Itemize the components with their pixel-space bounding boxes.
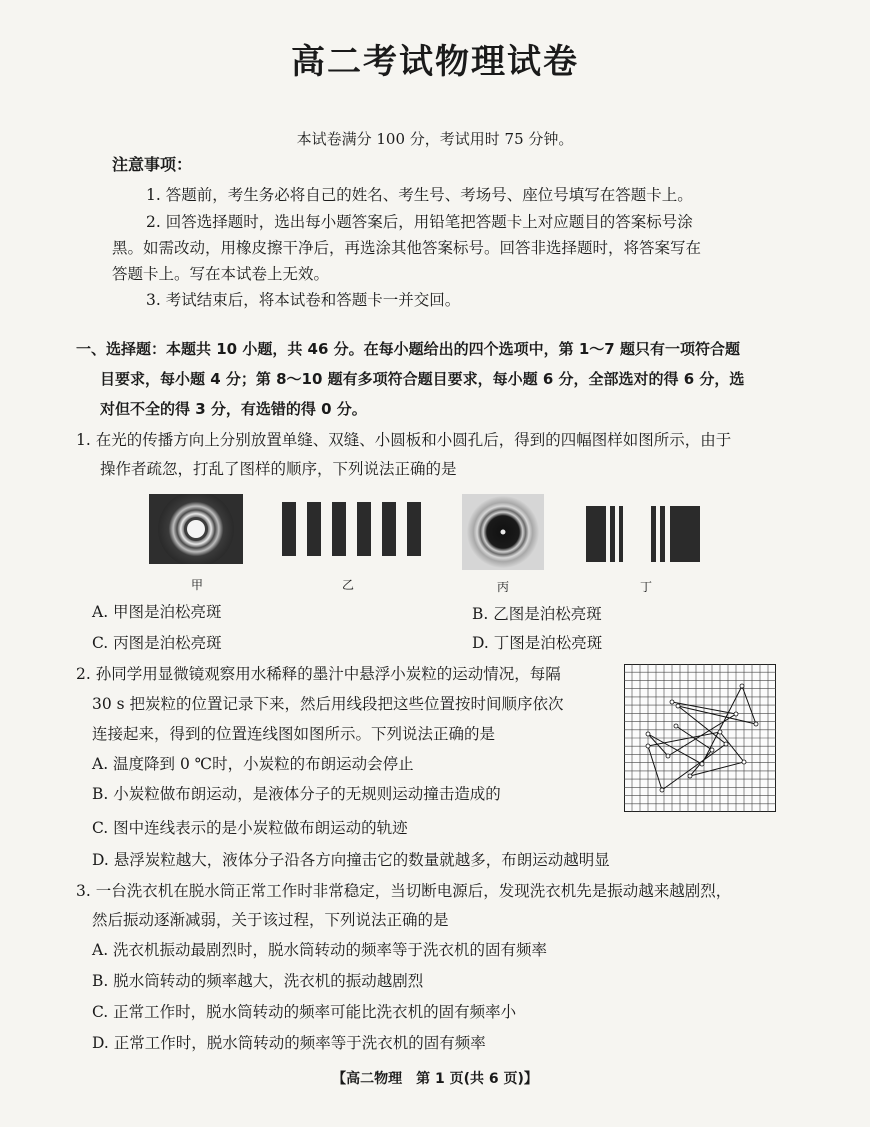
figure-brownian-motion-trace <box>624 664 776 812</box>
notice-item-1: 1. 答题前，考生务必将自己的姓名、考生号、考场号、座位号填写在答题卡上。 <box>146 186 693 204</box>
notice-item-2-cont2: 答题卡上。写在本试卷上无效。 <box>112 265 330 283</box>
figure-jia-diffraction-rings <box>149 494 243 564</box>
q2-option-d: D. 悬浮炭粒越大，液体分子沿各方向撞击它的数量就越多，布朗运动越明显 <box>92 851 610 869</box>
section-instructions-3: 对但不全的得 3 分，有选错的得 0 分。 <box>100 400 367 418</box>
q2-stem-1: 2. 孙同学用显微镜观察用水稀释的墨汁中悬浮小炭粒的运动情况，每隔 <box>76 665 561 683</box>
exam-info: 本试卷满分 100 分，考试用时 75 分钟。 <box>296 130 574 148</box>
q3-option-d: D. 正常工作时，脱水筒转动的频率等于洗衣机的固有频率 <box>92 1034 486 1052</box>
q1-option-c: C. 丙图是泊松亮斑 <box>92 634 222 652</box>
page-title: 高二考试物理试卷 <box>291 42 579 82</box>
q2-option-a: A. 温度降到 0 ℃时，小炭粒的布朗运动会停止 <box>92 755 414 773</box>
q2-option-b: B. 小炭粒做布朗运动，是液体分子的无规则运动撞击造成的 <box>92 785 501 803</box>
figure-label-yi: 乙 <box>342 578 355 592</box>
figure-label-bing: 丙 <box>497 580 510 594</box>
page-footer: 【高二物理 第 1 页(共 6 页)】 <box>332 1071 538 1087</box>
notice-item-3: 3. 考试结束后，将本试卷和答题卡一并交回。 <box>146 291 461 309</box>
figure-label-ding: 丁 <box>640 580 653 594</box>
q3-option-b: B. 脱水筒转动的频率越大，洗衣机的振动越剧烈 <box>92 972 424 990</box>
section-instructions-2: 目要求，每小题 4 分；第 8～10 题有多项符合题目要求，每小题 6 分，全部选对的得 6 分，选 <box>100 370 745 388</box>
figure-ding-single-slit-fringes <box>586 506 700 562</box>
q1-option-a: A. 甲图是泊松亮斑 <box>92 603 222 621</box>
q3-option-a: A. 洗衣机振动最剧烈时，脱水筒转动的频率等于洗衣机的固有频率 <box>92 941 548 959</box>
notice-item-2-cont: 黑。如需改动，用橡皮擦干净后，再选涂其他答案标号。回答非选择题时，将答案写在 <box>112 239 702 257</box>
q1-stem-1: 1. 在光的传播方向上分别放置单缝、双缝、小圆板和小圆孔后，得到的四幅图样如图所示，由于 <box>76 431 732 449</box>
figure-bing-circular-pattern <box>462 494 544 570</box>
q2-stem-3: 连接起来，得到的位置连线图如图所示。下列说法正确的是 <box>92 725 496 743</box>
notice-item-2: 2. 回答选择题时，选出每小题答案后，用铅笔把答题卡上对应题目的答案标号涂 <box>146 213 693 231</box>
figure-label-jia: 甲 <box>191 578 204 592</box>
q3-stem-2: 然后振动逐渐减弱，关于该过程，下列说法正确的是 <box>92 911 449 929</box>
q2-stem-2: 30 s 把炭粒的位置记录下来，然后用线段把这些位置按时间顺序依次 <box>92 695 564 713</box>
notice-heading: 注意事项： <box>112 155 193 174</box>
section-instructions-1: 一、选择题：本题共 10 小题，共 46 分。在每小题给出的四个选项中，第 1～7 题只有一项符合题 <box>76 340 740 358</box>
q2-option-c: C. 图中连线表示的是小炭粒做布朗运动的轨迹 <box>92 819 408 837</box>
figure-yi-equal-fringes <box>282 502 430 556</box>
q1-option-b: B. 乙图是泊松亮斑 <box>472 605 602 623</box>
q3-stem-1: 3. 一台洗衣机在脱水筒正常工作时非常稳定，当切断电源后，发现洗衣机先是振动越来越剧烈， <box>76 882 732 900</box>
q3-option-c: C. 正常工作时，脱水筒转动的频率可能比洗衣机的固有频率小 <box>92 1003 517 1021</box>
q1-stem-2: 操作者疏忽，打乱了图样的顺序，下列说法正确的是 <box>100 460 457 478</box>
q1-option-d: D. 丁图是泊松亮斑 <box>472 634 603 652</box>
